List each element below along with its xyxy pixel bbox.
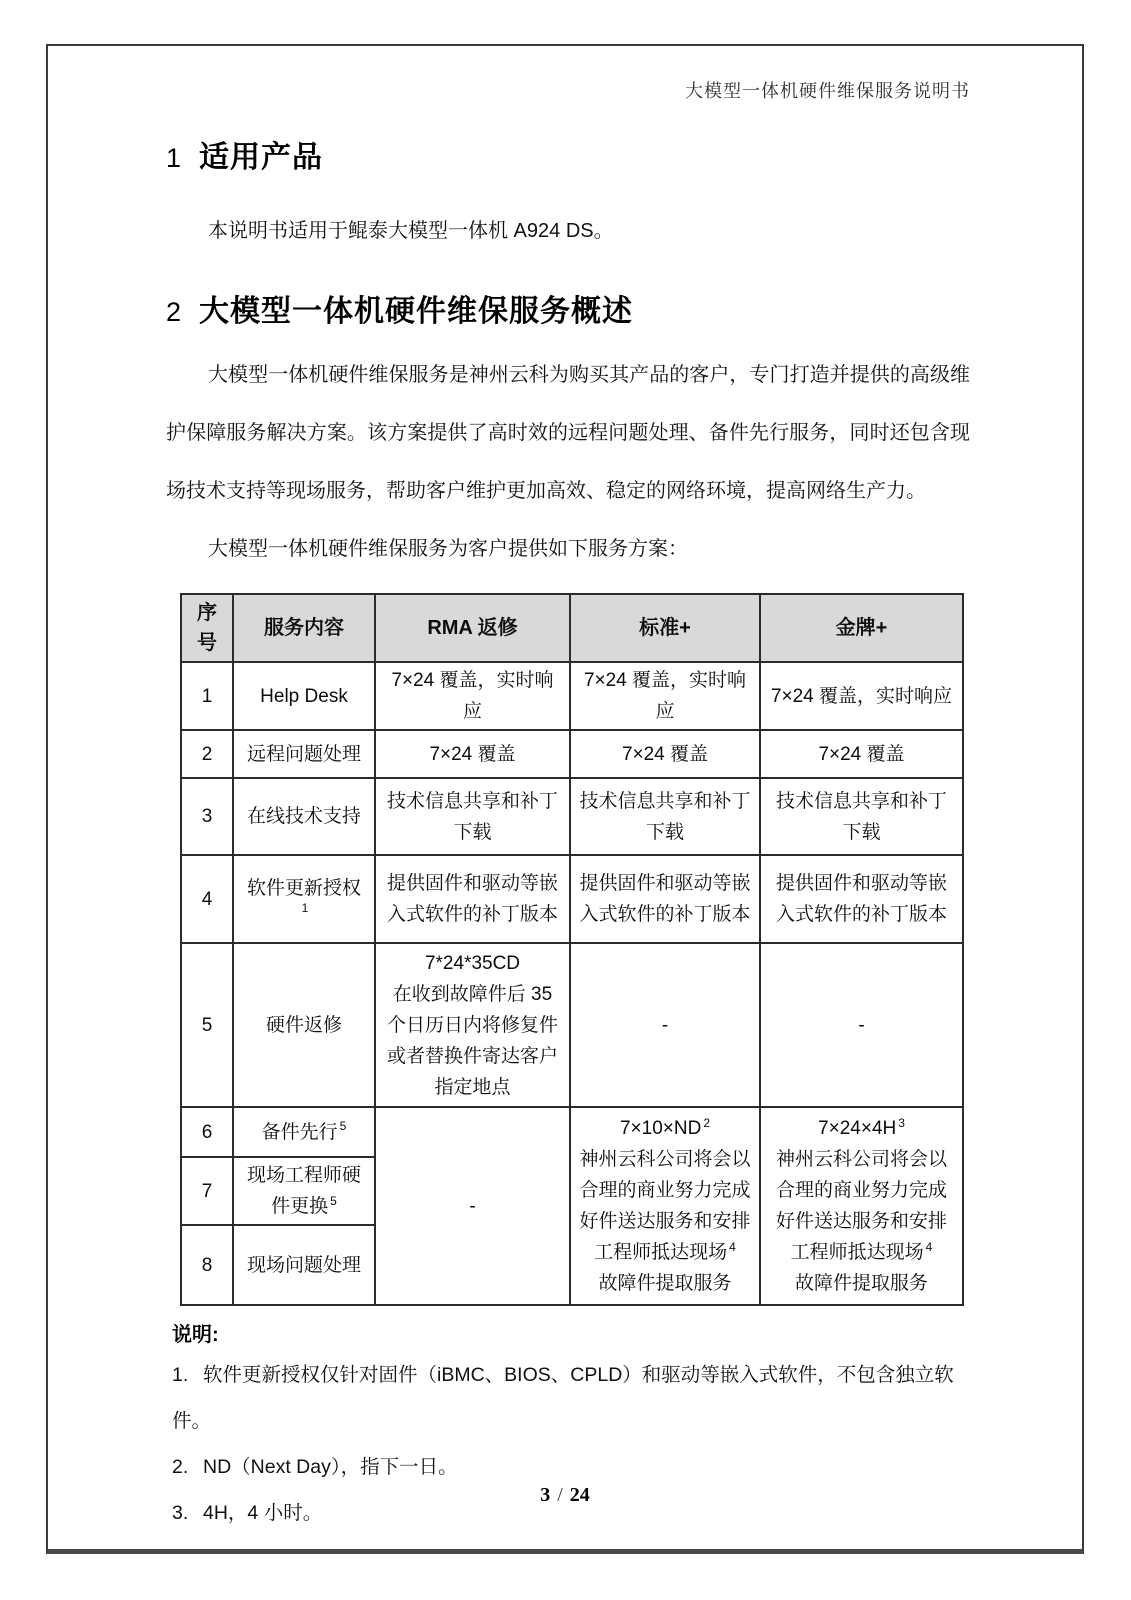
cell-seq: 3 [181, 778, 233, 855]
cell-service: 现场问题处理 [233, 1225, 375, 1305]
cell-standard: - [570, 943, 760, 1107]
note-text: 4H，4 小时。 [203, 1502, 323, 1524]
table-row [181, 778, 963, 855]
footnote-ref: 2 [703, 1115, 711, 1130]
cell-service: Help Desk [233, 662, 375, 730]
note-number: 2. [172, 1456, 189, 1478]
cell-standard: 技术信息共享和补丁下载 [570, 778, 760, 855]
cell-service: 硬件返修 [233, 943, 375, 1107]
cell-seq: 5 [181, 943, 233, 1107]
note-number: 1. [172, 1364, 189, 1386]
note-number: 3. [172, 1502, 189, 1524]
header-cell-rma: RMA 返修 [375, 594, 570, 662]
cell-gold: 7×24 覆盖 [760, 730, 963, 778]
cell-standard-merged: 7×10×ND $^2$ 神州云科公司将会以合理的商业努力完成好件送达服务和安排工程师抵达现场 $^4$ 故障件提取服务 [570, 1107, 760, 1305]
section-1-body-paragraph: 本说明书适用于鲲泰大模型一体机 A924 DS。 [208, 220, 614, 242]
footnote-ref: 3 [898, 1115, 905, 1130]
page-current: 3 [540, 1484, 551, 1506]
section-2-paragraph-2: 大模型一体机硬件维保服务为客户提供如下服务方案： [208, 538, 688, 560]
cell-gold-merged: 7×24×4H $^3$ 神州云科公司将会以合理的商业努力完成好件送达服务和安排工程师抵达现场 $^4$ 故障件提取服务 [760, 1107, 963, 1305]
cell-gold: - [760, 943, 963, 1107]
table-row [181, 855, 963, 943]
cell-rma: 技术信息共享和补丁下载 [375, 778, 570, 855]
footnote-ref: 5 [330, 1193, 337, 1208]
section-1-heading [166, 138, 970, 178]
cell-service: 在线技术支持 [233, 778, 375, 855]
cell-service: 现场工程师硬件更换 $^5$ [233, 1157, 375, 1225]
header-cell-service: 服务内容 [233, 594, 375, 662]
section-2-paragraph-1: 大模型一体机硬件维保服务是神州云科为购买其产品的客户，专门打造并提供的高级维护保障服务解决方案。该方案提供了高时效的远程问题处理、备件先行服务，同时还包含现场技术支持等现场服务，帮助客户维护更加高效、稳定的网络环境，提高网络生产力。 [166, 364, 970, 502]
section-2-heading [166, 292, 970, 332]
header-cell-gold: 金牌+ [760, 594, 963, 662]
note-text: ND（Next Day），指下一日。 [203, 1456, 458, 1478]
cell-rma: 7×24 覆盖，实时响应 [375, 662, 570, 730]
service-plan-table [180, 593, 964, 1306]
cell-rma-merged: - [375, 1107, 570, 1305]
cell-seq: 4 [181, 855, 233, 943]
section-2-title: 大模型一体机硬件维保服务概述 [199, 295, 634, 328]
cell-seq: 1 [181, 662, 233, 730]
cell-standard: 7×24 覆盖，实时响应 [570, 662, 760, 730]
cell-gold: 技术信息共享和补丁下载 [760, 778, 963, 855]
cell-seq: 8 [181, 1225, 233, 1305]
notes-label: 说明: [172, 1324, 219, 1346]
cell-seq: 7 [181, 1157, 233, 1225]
footnote-ref: 4 [729, 1239, 736, 1254]
table-row [181, 662, 963, 730]
cell-standard: 7×24 覆盖 [570, 730, 760, 778]
footnote-ref: 4 [925, 1239, 933, 1254]
document-page [46, 44, 1084, 1554]
footnote-ref: 1 [301, 901, 309, 916]
cell-service: 远程问题处理 [233, 730, 375, 778]
section-1-number: 1 [166, 143, 183, 173]
page-content [48, 46, 1082, 1549]
table-row [181, 1107, 963, 1157]
table-row [181, 730, 963, 778]
section-2-number: 2 [166, 297, 183, 327]
note-item-1 [172, 1352, 970, 1444]
cell-seq: 6 [181, 1107, 233, 1157]
section-1-title: 适用产品 [199, 141, 324, 174]
page-separator: / [557, 1484, 563, 1506]
cell-rma: 提供固件和驱动等嵌入式软件的补丁版本 [375, 855, 570, 943]
table-row [181, 943, 963, 1107]
page-number [48, 1484, 1082, 1507]
header-cell-standard: 标准+ [570, 594, 760, 662]
cell-standard: 提供固件和驱动等嵌入式软件的补丁版本 [570, 855, 760, 943]
cell-seq: 2 [181, 730, 233, 778]
cell-rma: 7*24*35CD 在收到故障件后 35 个日历日内将修复件或者替换件寄达客户指定地点 [375, 943, 570, 1107]
cell-gold: 提供固件和驱动等嵌入式软件的补丁版本 [760, 855, 963, 943]
footnote-ref: 5 [339, 1119, 347, 1134]
header-cell-seq: 序号 [181, 594, 233, 662]
table-header-row [181, 594, 963, 662]
note-text: 软件更新授权仅针对固件（iBMC、BIOS、CPLD）和驱动等嵌入式软件，不包含独立软件。 [172, 1364, 954, 1432]
page-total: 24 [569, 1484, 590, 1506]
cell-service: 备件先行 $^5$ [233, 1107, 375, 1157]
cell-rma: 7×24 覆盖 [375, 730, 570, 778]
running-header-title: 大模型一体机硬件维保服务说明书 [685, 81, 970, 101]
cell-service: 软件更新授权 $^1$ [233, 855, 375, 943]
cell-gold: 7×24 覆盖，实时响应 [760, 662, 963, 730]
